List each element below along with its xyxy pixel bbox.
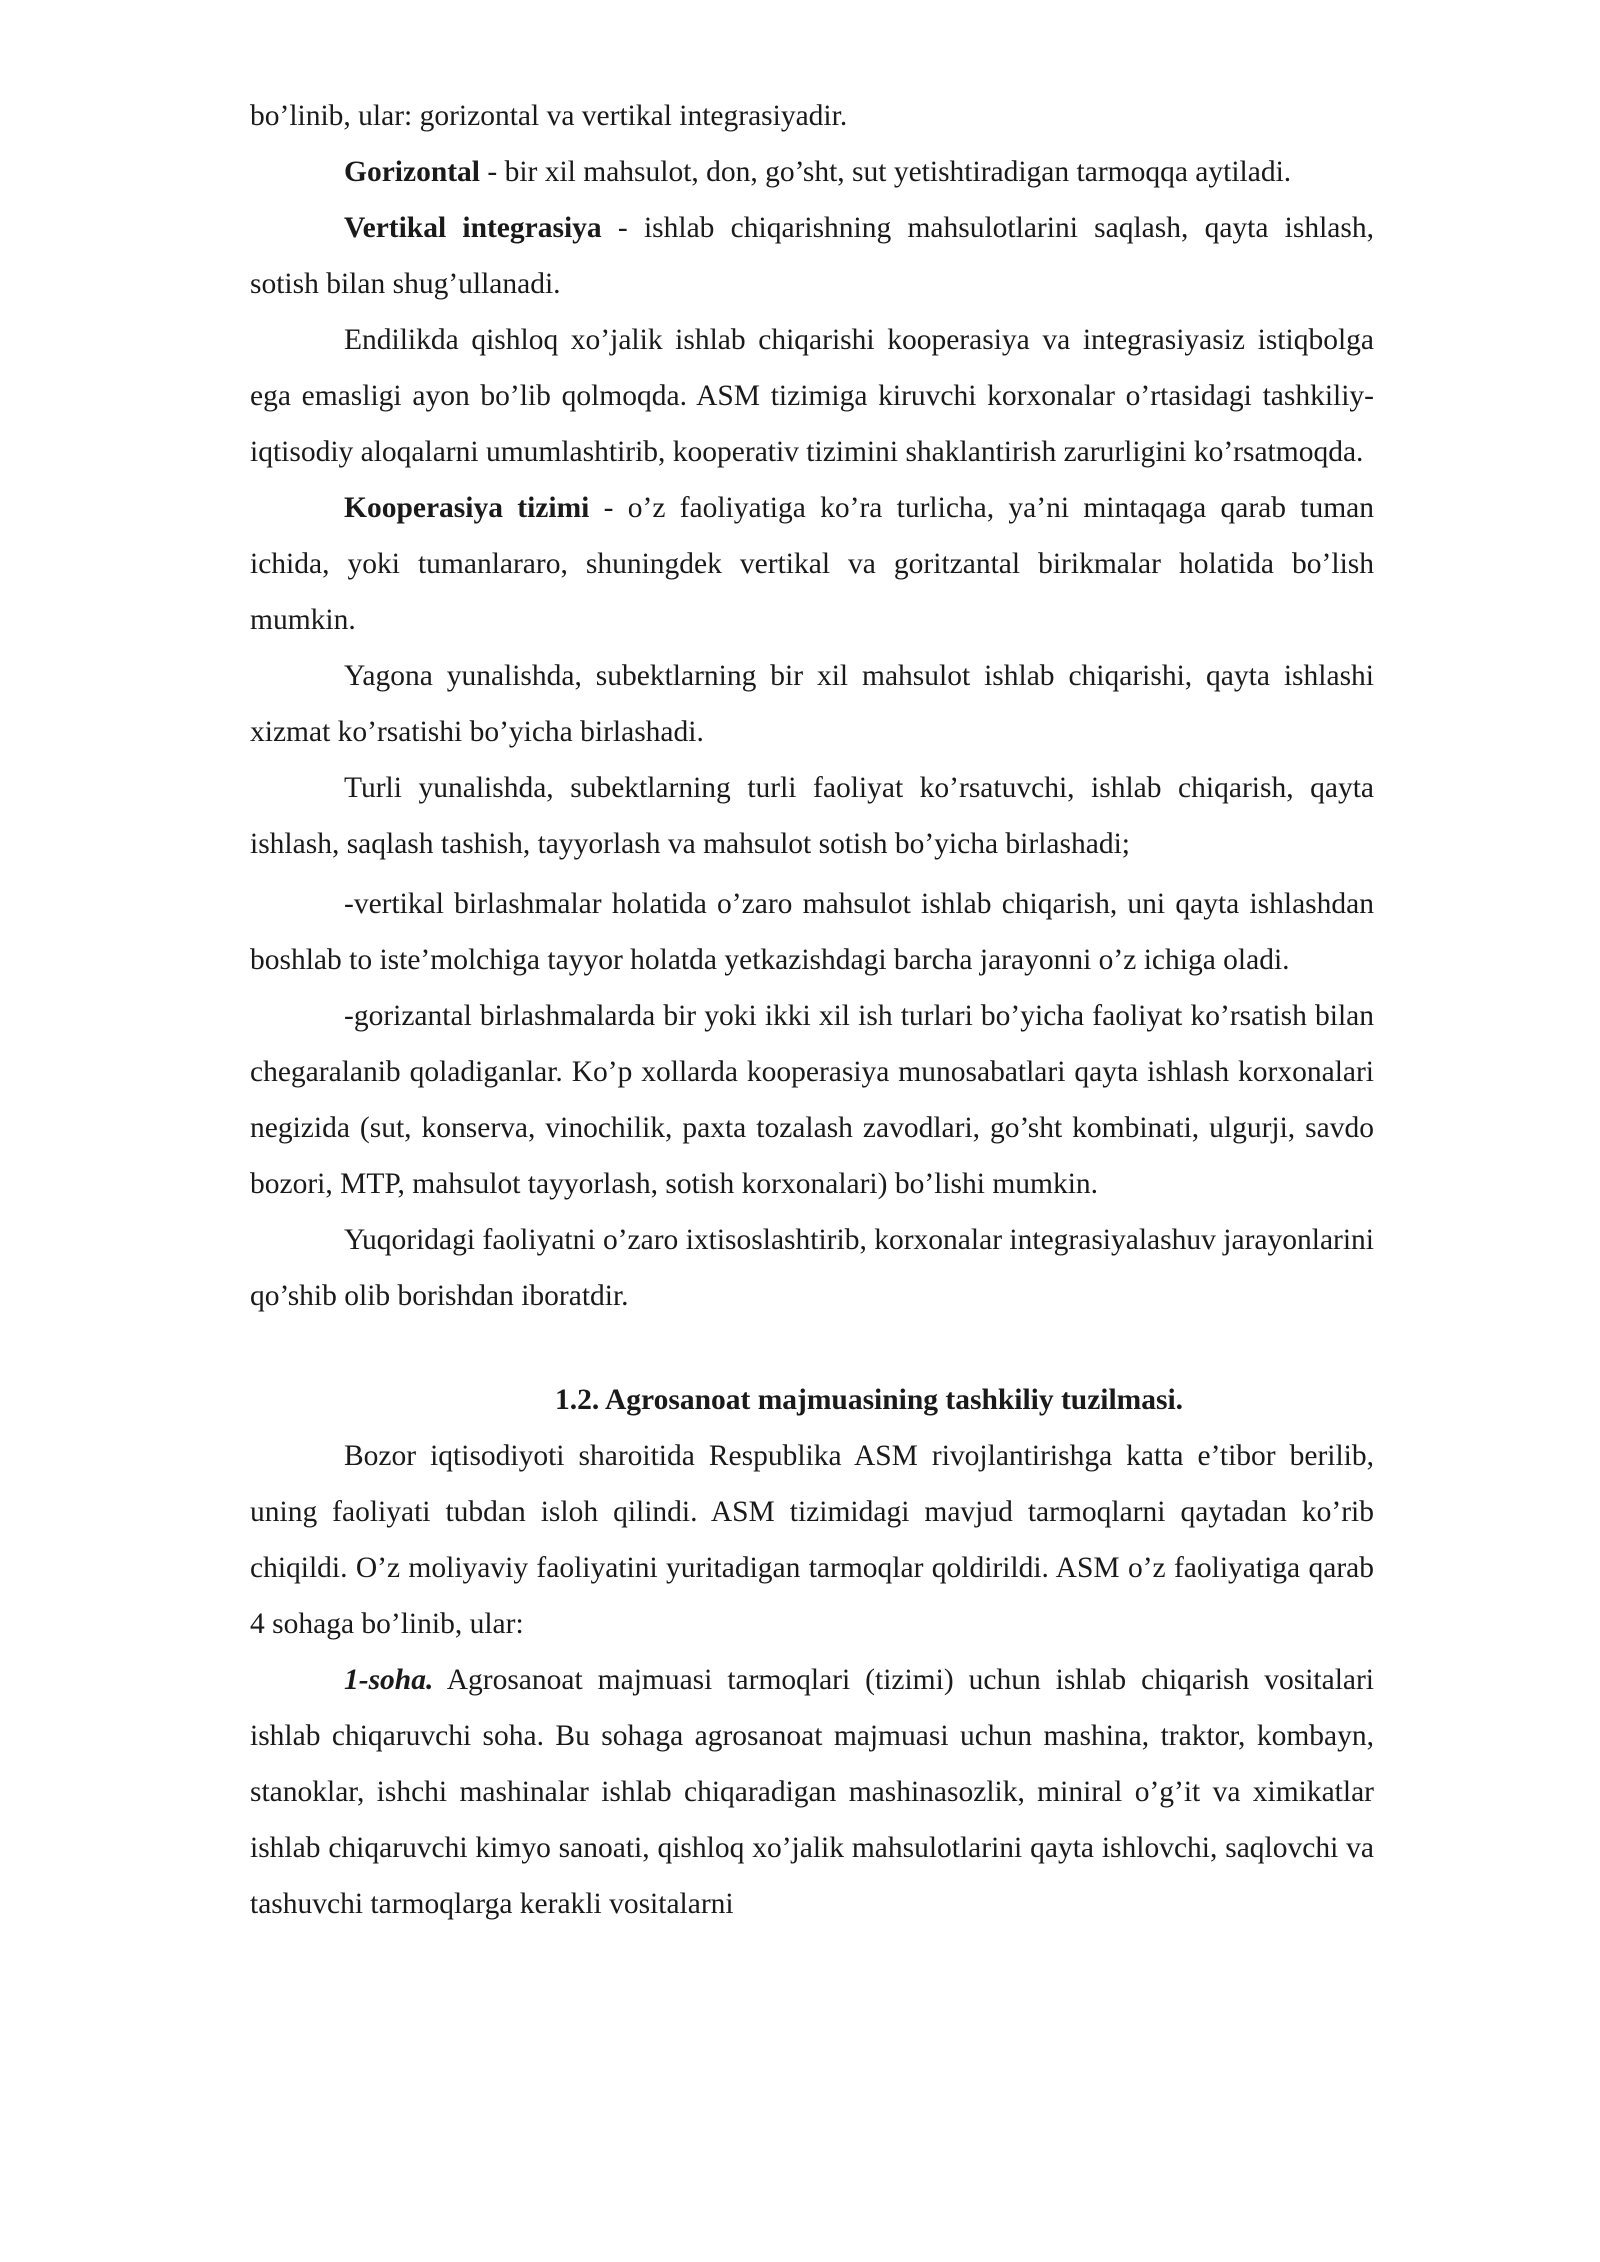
paragraph-multi-direction: Turli yunalishda, subektlarning turli faoliyat ko’rsatuvchi, ishlab chiqarish, qayta ishlash, saqlash tashish, tayyorlash va mahsulot sotish bo’yicha birlashadi;: [250, 772, 1374, 860]
term-sphere-1: 1-soha.: [344, 1664, 434, 1696]
paragraph-horizontal-associations: -gorizantal birlashmalarda bir yoki ikki xil ish turlari bo’yicha faoliyat ko’rsatish bilan chegaralanib qoladiganlar. Ko’p xollarda kooperasiya munosabatlari qayta ishlash korxonalari negizida (sut, konserva, vinochilik, paxta tozalash zavodlari, go’sht kombinati, ulgurji, savdo bozori, MTP, mahsulot tayyorlash, sotish korxonalari) bo’lishi mumkin.: [250, 1000, 1374, 1200]
paragraph-cooperation-need: Endilikda qishloq xo’jalik ishlab chiqarishi kooperasiya va integrasiyasiz istiqbolga ega emasligi ayon bo’lib qolmoqda. ASM tizimiga kiruvchi korxonalar o’rtasidagi tashkiliy-iqtisodiy aloqalarni umumlashtirib, kooperativ tizimini shaklantirish zarurligini ko’rsatmoqda.: [250, 324, 1374, 468]
paragraph-integration-types: bo’linib, ular: gorizontal va vertikal integrasiyadir.: [250, 100, 848, 132]
paragraph-vertical-associations: -vertikal birlashmalar holatida o’zaro mahsulot ishlab chiqarish, uni qayta ishlashdan boshlab to iste’molchiga tayyor holatda yetkazishdagi barcha jarayonni o’z ichiga oladi.: [250, 888, 1374, 976]
paragraph-horizontal: [250, 144, 1374, 200]
definition-horizontal: - bir xil mahsulot, don, go’sht, sut yetishtiradigan tarmoqqa aytiladi.: [480, 156, 1292, 188]
definition-vertical-integration: - ishlab chiqarishning mahsulotlarini saqlash, qayta ishlash, sotish bilan shug’ullanadi.: [250, 212, 1374, 300]
definition-cooperation-system: - o’z faoliyatiga ko’ra turlicha, ya’ni mintaqaga qarab tuman ichida, yoki tumanlararo, shuningdek vertikal va goritzantal birikmalar holatida bo’lish mumkin.: [250, 492, 1375, 636]
term-cooperation-system: Kooperasiya tizimi: [344, 492, 590, 524]
paragraph-single-direction: Yagona yunalishda, subektlarning bir xil mahsulot ishlab chiqarishi, qayta ishlashi xizmat ko’rsatishi bo’yicha birlashadi.: [250, 660, 1374, 748]
term-horizontal: Gorizontal: [344, 156, 481, 188]
paragraph-market-economy: Bozor iqtisodiyoti sharoitida Respublika ASM rivojlantirishga katta e’tibor berilib, uning faoliyati tubdan isloh qilindi. ASM tizimidagi mavjud tarmoqlarni qaytadan ko’rib chiqildi. O’z moliyaviy faoliyatini yuritadigan tarmoqlar qoldirildi. ASM o’z faoliyatiga qarab 4 sohaga bo’linib, ular:: [250, 1440, 1374, 1640]
term-vertical-integration: Vertikal integrasiya: [344, 212, 602, 244]
section-heading: 1.2. Agrosanoat majmuasining tashkiliy tuzilmasi.: [555, 1384, 1184, 1416]
paragraph-sphere-1: [250, 1652, 1374, 1932]
document-page: [250, 88, 1374, 1932]
paragraph-integration-summary: Yuqoridagi faoliyatni o’zaro ixtisoslashtirib, korxonalar integrasiyalashuv jarayonlarini qo’shib olib borishdan iboratdir.: [250, 1224, 1374, 1312]
paragraph-cooperation-system: [250, 480, 1374, 648]
paragraph-vertical: [250, 200, 1374, 312]
definition-sphere-1: Agrosanoat majmuasi tarmoqlari (tizimi) uchun ishlab chiqarish vositalari ishlab chiqaruvchi soha. Bu sohaga agrosanoat majmuasi uchun mashina, traktor, kombayn, stanoklar, ishchi mashinalar ishlab chiqaradigan mashinasozlik, miniral o’g’it va ximikatlar ishlab chiqaruvchi kimyo sanoati, qishloq xo’jalik mahsulotlarini qayta ishlovchi, saqlovchi va tashuvchi tarmoqlarga kerakli vositalarni: [250, 1664, 1374, 1920]
